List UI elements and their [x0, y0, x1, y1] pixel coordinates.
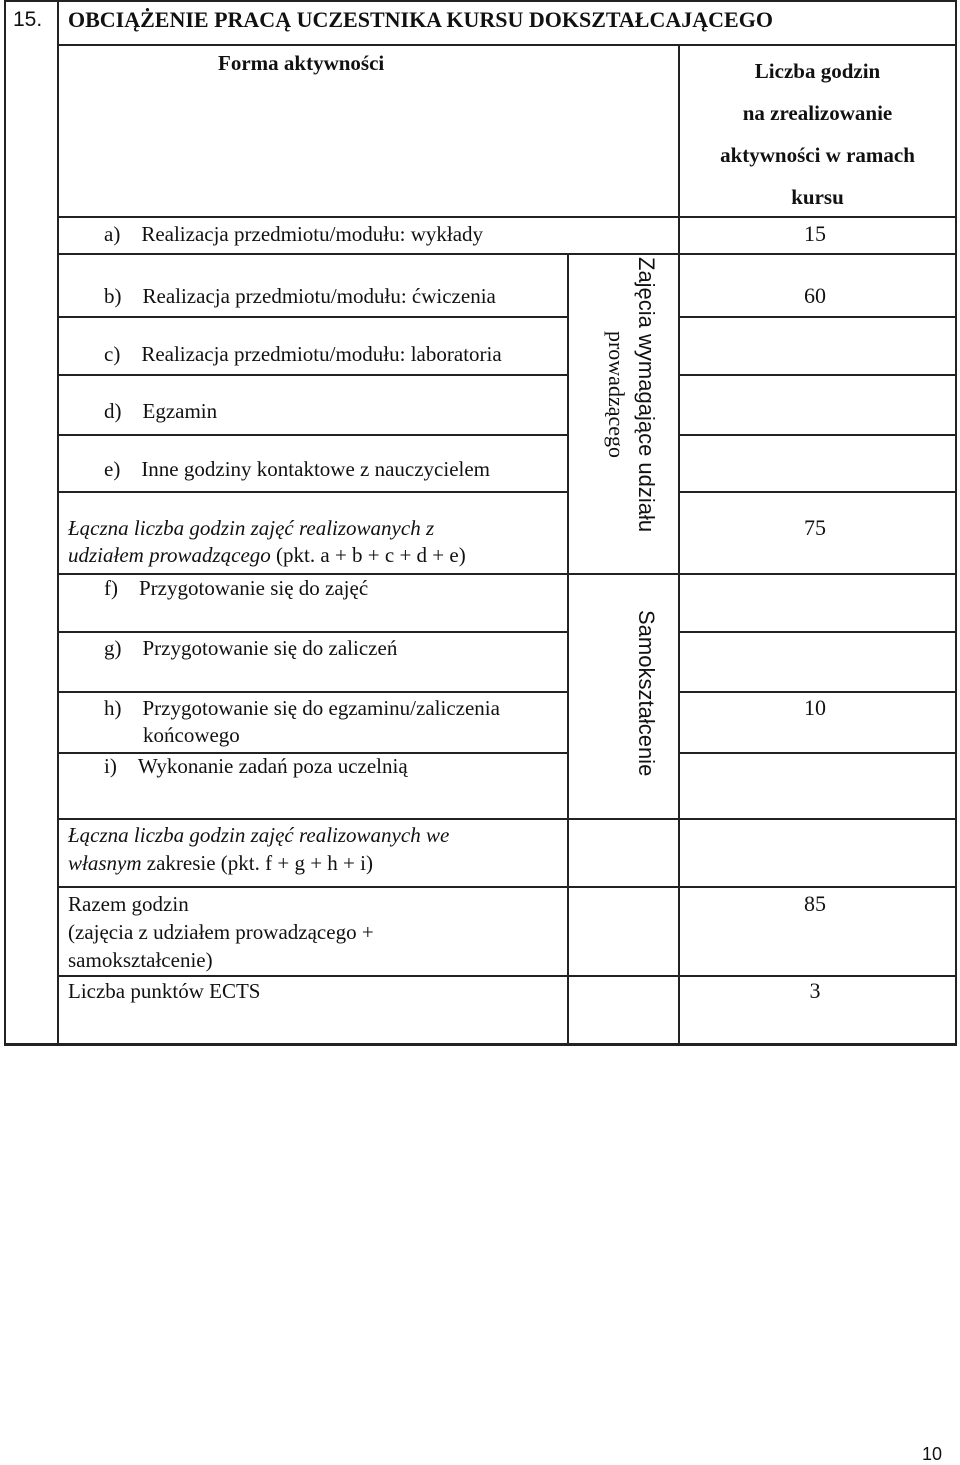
sum-hours: 85 [804, 891, 826, 916]
row-h-hours-divider [678, 752, 957, 754]
hours-header-line-4: kursu [791, 185, 844, 209]
number-column-divider [57, 0, 59, 1045]
sum-line-1: Razem godzin [68, 892, 189, 916]
hours-header-line-1: Liczba godzin [754, 59, 881, 83]
section-title: OBCIĄŻENIE PRACĄ UCZESTNIKA KURSU DOKSZTAŁCAJĄCEGO [68, 7, 773, 32]
row-e-hours-divider [678, 491, 957, 493]
row-f-divider [57, 631, 568, 633]
self-total-line-2 [68, 850, 373, 877]
row-b-divider [57, 316, 568, 318]
row-h-label-continued: końcowego [143, 723, 240, 747]
contact-total-italic: udziałem prowadzącego [68, 543, 271, 567]
contact-total-line-1: Łączna liczba godzin zajęć realizowanych z [68, 516, 435, 540]
self-total-italic: własnym [68, 851, 142, 875]
row-d-label: d) Egzamin [104, 399, 218, 423]
table-border-top [4, 0, 957, 2]
row-g-divider [57, 691, 568, 693]
row-e-label: e) Inne godziny kontaktowe z nauczycielem [104, 457, 491, 481]
contact-group-label [601, 257, 661, 532]
self-total-line-1: Łączna liczba godzin zajęć realizowanych we [68, 823, 450, 847]
table-border-bottom [4, 1043, 957, 1046]
row-h-hours: 10 [804, 695, 826, 720]
row-i-label: i) Wykonanie zadań poza uczelnią [104, 754, 408, 778]
row-g-label: g) Przygotowanie się do zaliczeń [104, 636, 398, 660]
page-number: 10 [922, 1444, 943, 1464]
self-study-group-line: Samokształcenie [634, 610, 659, 777]
self-total-divider [57, 886, 957, 888]
row-a-label: a) Realizacja przedmiotu/modułu: wykłady [104, 222, 484, 246]
row-a-divider [57, 253, 957, 255]
hours-header-line-2: na zrealizowanie [742, 101, 893, 125]
row-d-divider [57, 434, 568, 436]
contact-total-formula: (pkt. a + b + c + d + e) [270, 543, 466, 567]
group-column-divider [567, 254, 569, 1044]
sum-divider [57, 975, 957, 977]
row-d-hours-divider [678, 434, 957, 436]
row-c-label: c) Realizacja przedmiotu/modułu: laboratoria [104, 342, 502, 366]
table-border-left [4, 0, 6, 1045]
row-f-hours-divider [678, 631, 957, 633]
hours-header-line-3: aktywności w ramach [720, 143, 915, 167]
title-row-divider [57, 44, 957, 46]
row-g-hours-divider [678, 691, 957, 693]
contact-group-line-1: Zajęcia wymagające udziału [634, 257, 659, 533]
row-b-label: b) Realizacja przedmiotu/modułu: ćwiczenia [104, 284, 496, 308]
contact-group-line-2: prowadzącego [604, 330, 629, 459]
activity-column-header: Forma aktywności [218, 51, 385, 75]
row-e-divider [57, 491, 568, 493]
section-number: 15. [13, 8, 43, 31]
ects-value: 3 [809, 978, 821, 1003]
ects-label: Liczba punktów ECTS [68, 979, 261, 1003]
contact-total-line-2 [68, 542, 466, 569]
sum-line-3: samokształcenie) [68, 948, 213, 972]
row-a-hours: 15 [804, 221, 826, 246]
contact-total-hours: 75 [804, 515, 826, 540]
table-border-right [955, 0, 957, 1045]
row-c-divider [57, 374, 568, 376]
row-f-label: f) Przygotowanie się do zajęć [104, 576, 369, 600]
hours-column-header [680, 50, 955, 218]
row-h-label: h) Przygotowanie się do egzaminu/zaliczenia [104, 696, 500, 720]
row-c-hours-divider [678, 374, 957, 376]
row-b-hours: 60 [804, 283, 826, 308]
row-b-hours-divider [678, 316, 957, 318]
self-total-formula: zakresie (pkt. f + g + h + i) [141, 851, 373, 875]
self-rows-divider [57, 818, 957, 820]
self-study-group-label [631, 610, 661, 777]
sum-line-2: (zajęcia z udziałem prowadzącego + [68, 920, 374, 944]
